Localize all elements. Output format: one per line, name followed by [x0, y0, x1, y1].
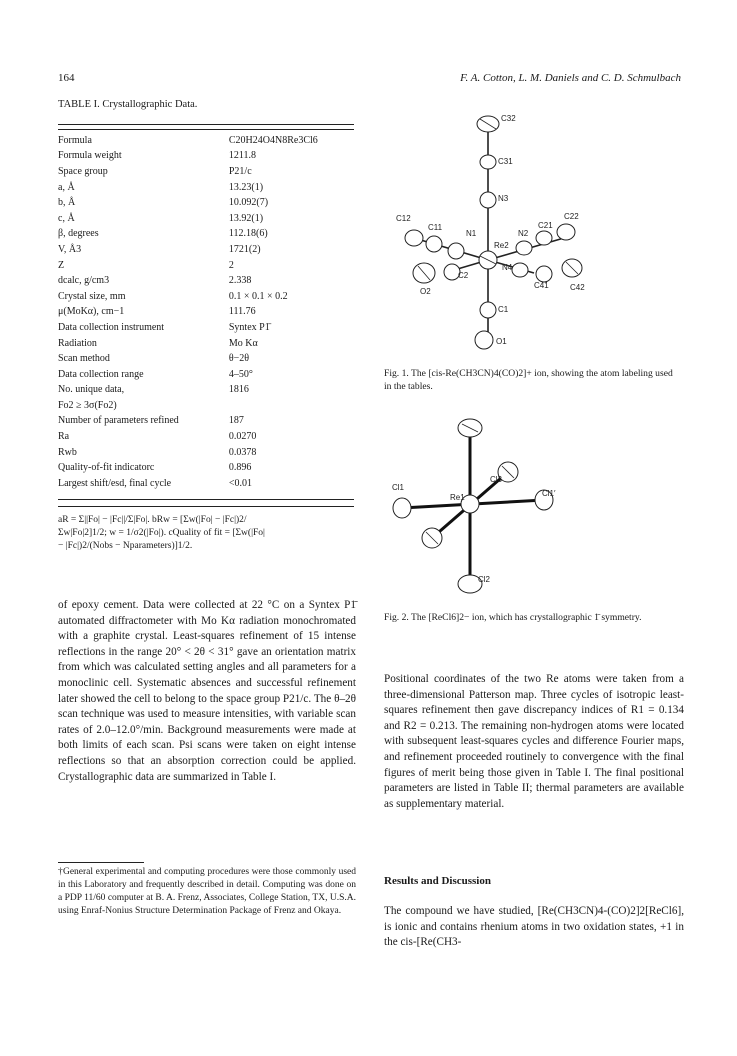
- table-row: [58, 320, 354, 336]
- table-row: [58, 351, 354, 367]
- table-row: [58, 164, 354, 180]
- parameter-label: Scan method: [58, 353, 110, 365]
- figure-2-caption: Fig. 2. The [ReCl6]2− ion, which has crystallographic 1̄ symmetry.: [384, 612, 642, 623]
- footnote-rule: [58, 862, 144, 863]
- atom-label: N4: [502, 263, 513, 272]
- parameter-value: P21/c: [228, 165, 252, 177]
- parameter-label: c, Å: [58, 212, 75, 224]
- parameter-value: 13.23(1): [228, 181, 264, 193]
- paragraph: The compound we have studied, [Re(CH3CN)4-(CO)2]2[ReCl6], is ionic and contains rhenium atoms in two oxidation states, +1 in the cis-[Re(CH3-: [384, 905, 684, 949]
- body-text-right-2: [384, 904, 684, 951]
- section-heading: Results and Discussion: [384, 875, 491, 887]
- parameter-label: Number of parameters refined: [58, 415, 179, 427]
- parameter-value: 10.092(7): [228, 197, 269, 209]
- parameter-label: Formula weight: [58, 150, 122, 162]
- atom-label: N2: [518, 229, 529, 238]
- parameter-label: μ(MoKα), cm−1: [58, 306, 125, 318]
- table-footnote-line: − |Fc|)2/(Nobs − Nparameters)]1/2.: [58, 541, 193, 551]
- table-bottom-rule-2: [58, 506, 354, 507]
- parameter-label: Fo2 ≥ 3σ(Fo2): [58, 399, 117, 411]
- footnote-general: †General experimental and computing procedures were those commonly used in this Laboratory and frequently described in detail. Computing was done on a PDP 11/60 computer at B. A. Frenz, Associates, College Station, TX, U.S.A. using Enraf-Nonius Structure Determination Package of Frenz and Okaya.: [58, 867, 356, 916]
- parameter-value: 0.0378: [228, 446, 257, 458]
- table-row: [58, 460, 354, 476]
- table-row: [58, 227, 354, 243]
- body-text-right: [384, 672, 684, 812]
- parameter-value: θ−2θ: [228, 353, 250, 365]
- table-top-rule-2: [58, 129, 354, 130]
- parameter-value: 2: [228, 259, 234, 271]
- atom-label: N1: [466, 229, 477, 238]
- table-row: [58, 383, 354, 399]
- body-text-left: [58, 598, 356, 785]
- parameter-value: <0.01: [228, 477, 253, 489]
- table-row: [58, 367, 354, 383]
- parameter-label: Space group: [58, 165, 108, 177]
- parameter-label: No. unique data,: [58, 384, 125, 396]
- table-row: [58, 273, 354, 289]
- table-title: TABLE I. Crystallographic Data.: [58, 99, 198, 110]
- table-footnote-line: aR = Σ||Fo| − |Fc||/Σ|Fo|. bRw = [Σw(|Fo| − |Fc|)2/: [58, 515, 247, 525]
- parameter-value: 1721(2): [228, 243, 261, 255]
- atom-label: Cl1′: [542, 489, 556, 498]
- parameter-label: Crystal size, mm: [58, 290, 126, 302]
- paragraph: of epoxy cement. Data were collected at 22 °C on a Syntex P1̄ automated diffractometer with Mo Kα radiation monochromated with a graphite crystal. Least-squares refinement of 15 intense reflections in the range 20° < 2θ < 31° gave an orientation matrix from which was calculated setting angles and all parameters for a monoclinic cell. Systematic absences and successful refinement later showed the cell to belong to the space group P21/c. The θ–2θ scan technique was used to measure intensities, with variable scan rates of 2.0–12.0°/min. Background measurements were made at both limits of each scan. Psi scans were taken on eight intense reflections so that an absorption correction could be applied. Crystallographic data are summarized in Table I.: [58, 599, 356, 783]
- parameter-label: Quality-of-fit indicatorc: [58, 462, 155, 474]
- paragraph: Positional coordinates of the two Re atoms were taken from a three-dimensional Patterson map. Three cycles of isotropic least-squares refinement then gave discrepancy indices of R1 = 0.134 and R2 = 0.213. The remaining non-hydrogen atoms were located with subsequent least-squares cycles and difference Fourier maps, and refinement proceeded routinely to convergence with the final figures of merit being those given in Table I. The final positional parameters are listed in Table II; thermal parameters are available as supplementary material.: [384, 673, 684, 810]
- parameter-label: b, Å: [58, 197, 76, 209]
- parameter-label: Formula: [58, 134, 92, 146]
- atom-label: C32: [501, 114, 516, 123]
- parameter-value: 4–50°: [228, 368, 253, 380]
- atom-label: Cl2: [478, 575, 491, 584]
- parameter-value: 0.0270: [228, 431, 257, 443]
- table-row: [58, 149, 354, 165]
- atom-label: C12: [396, 214, 411, 223]
- table-row: [58, 305, 354, 321]
- figure-2-ortep: [384, 412, 584, 602]
- parameter-value: 0.896: [228, 462, 252, 474]
- parameter-label: Z: [58, 259, 65, 271]
- atom-label: C1: [498, 305, 509, 314]
- atom-label: C41: [534, 281, 549, 290]
- atom-label: N3: [498, 194, 509, 203]
- table-row: [58, 242, 354, 258]
- parameter-label: V, Å3: [58, 243, 82, 255]
- atom-label: C11: [428, 223, 443, 232]
- table-row: [58, 133, 354, 149]
- table-row: [58, 429, 354, 445]
- atom-label: Re2: [494, 241, 509, 250]
- table-top-rule: [58, 124, 354, 125]
- parameter-value: Syntex P1̄: [228, 321, 270, 333]
- table-row: [58, 398, 354, 414]
- atom-label: Re1: [450, 493, 465, 502]
- parameter-label: Radiation: [58, 337, 97, 349]
- atom-label: O2: [420, 287, 431, 296]
- table-row: [58, 211, 354, 227]
- table-row: [58, 476, 354, 492]
- table-row: [58, 289, 354, 305]
- parameter-label: β, degrees: [58, 228, 99, 240]
- parameter-label: a, Å: [58, 181, 75, 193]
- atom-label: C21: [538, 221, 553, 230]
- parameter-label: Data collection instrument: [58, 321, 165, 333]
- parameter-value: 2.338: [228, 275, 252, 287]
- parameter-value: [227, 398, 354, 414]
- figure-1-caption: Fig. 1. The [cis-Re(CH3CN)4(CO)2]+ ion, showing the atom labeling used in the tables.: [384, 368, 673, 392]
- table-row: [58, 195, 354, 211]
- figure-1-ortep: [384, 108, 599, 358]
- parameter-value: 111.76: [228, 306, 256, 318]
- parameter-value: 0.1 × 0.1 × 0.2: [228, 290, 288, 302]
- parameter-value: 1211.8: [228, 150, 257, 162]
- atom-label: C22: [564, 212, 579, 221]
- parameter-label: Data collection range: [58, 368, 144, 380]
- parameter-value: 13.92(1): [228, 212, 264, 224]
- parameter-value: 187: [228, 415, 244, 427]
- parameter-value: C20H24O4N8Re3Cl6: [228, 134, 318, 146]
- atom-label: C31: [498, 157, 513, 166]
- table-row: [58, 336, 354, 352]
- parameter-value: Mo Kα: [228, 337, 258, 349]
- parameter-label: dcalc, g/cm3: [58, 275, 110, 287]
- table-footnote-line: Σw|Fo|2]1/2; w = 1/σ2(|Fo|). cQuality of fit = [Σw(|Fo|: [58, 528, 265, 538]
- atom-label: Cl1: [392, 483, 405, 492]
- atom-label: Cl3: [490, 475, 503, 484]
- parameter-value: 112.18(6): [228, 228, 268, 240]
- table-bottom-rule: [58, 499, 354, 500]
- page-number: 164: [58, 72, 75, 84]
- atom-label: C42: [570, 283, 585, 292]
- crystallographic-data-table: [58, 133, 354, 492]
- parameter-value: 1816: [228, 384, 249, 396]
- atom-label: C2: [458, 271, 469, 280]
- running-header-authors: F. A. Cotton, L. M. Daniels and C. D. Schmulbach: [460, 72, 681, 84]
- table-row: [58, 258, 354, 274]
- table-row: [58, 414, 354, 430]
- atom-label: O1: [496, 337, 507, 346]
- table-row: [58, 445, 354, 461]
- parameter-label: Largest shift/esd, final cycle: [58, 477, 172, 489]
- parameter-label: Rwb: [58, 446, 77, 458]
- table-footnotes: [58, 514, 356, 553]
- parameter-label: Ra: [58, 431, 70, 443]
- table-row: [58, 180, 354, 196]
